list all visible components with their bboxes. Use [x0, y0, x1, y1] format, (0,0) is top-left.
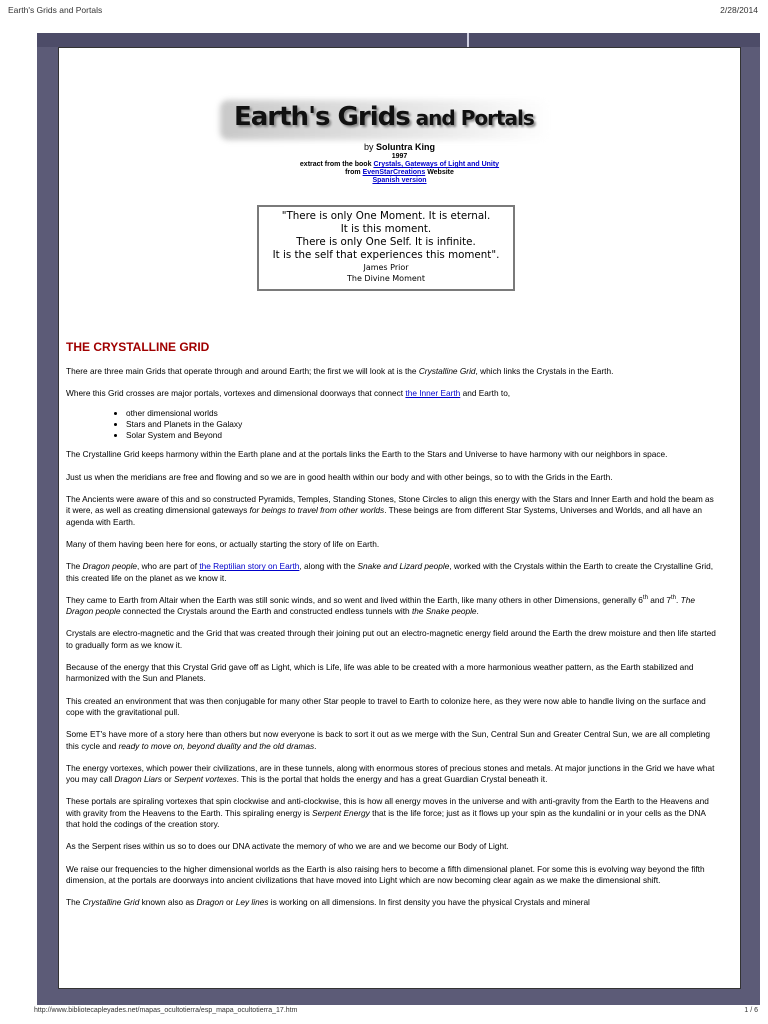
byline — [59, 142, 740, 153]
paragraph: Some ET's have more of a story here than others but now everyone is back to sort it out as we merge with the Sun, Central Sun and Greater Central Sun, we are all completing this cycle and ready to move on, beyond duality and the old dramas. — [66, 729, 710, 751]
footer-url: http://www.bibliotecapleyades.net/mapas_ocultotierra/esp_mapa_ocultotierra_17.htm — [34, 1007, 298, 1014]
logo-main-text: Earth's Grids — [234, 102, 410, 132]
section-title: THE CRYSTALLINE GRID — [66, 340, 210, 354]
paragraph: Just us when the meridians are free and flowing and so we are in good health within our body and with other beings, so to with the Grids in the Earth. — [66, 471, 613, 482]
quote-line: "There is only One Moment. It is eternal. — [281, 210, 491, 222]
paragraph: The Crystalline Grid keeps harmony within the Earth plane and at the portals links the Earth to the Stars and Universe to have harmony with our neighbors in space. — [66, 449, 668, 460]
logo-small-text: and Portals — [409, 106, 534, 130]
bullet-list — [66, 408, 716, 442]
paragraph: As the Serpent rises within us so to does our DNA activate the memory of who we are and we become our Body of Light. — [66, 841, 509, 852]
article-body — [66, 366, 716, 920]
book-link[interactable]: Crystals, Gateways of Light and Unity — [373, 161, 500, 168]
list-item: • other dimensional worlds — [126, 408, 716, 419]
publication-year: 1997 — [391, 153, 408, 160]
by-label: by — [363, 142, 374, 152]
spanish-version-link[interactable]: Spanish version — [372, 177, 427, 184]
quote-line: It is the self that experiences this moment". — [272, 249, 500, 261]
print-header — [0, 0, 768, 20]
quote-line: It is this moment. — [340, 223, 432, 235]
inner-earth-link[interactable]: the Inner Earth — [405, 388, 461, 399]
paragraph: The Crystalline Grid known also as Dragon or Ley lines is working on all dimensions. In first density you have the physical Crystals and mineral — [66, 897, 590, 908]
paragraph: Where this Grid crosses are major portals, vortexes and dimensional doorways that connect the Inner Earth and Earth to, — [66, 388, 511, 399]
quote-line: There is only One Self. It is infinite. — [296, 236, 476, 248]
header-date: 2/28/2014 — [720, 5, 758, 15]
header-title: Earth's Grids and Portals — [8, 5, 103, 15]
paragraph: The Ancients were aware of this and so constructed Pyramids, Temples, Standing Stones, Stone Circles to align this energy with the Stars and Inner Earth and hold the beam as it were, as well as creating dimensional gateways for beings to travel from other worlds. These beings are from different Star Systems, Universes and Worlds, and all have an agenda with Earth. — [66, 494, 714, 527]
paragraph: Crystals are electro-magnetic and the Grid that was created through their joining put out an electro-magnetic energy field around the Earth the drew moisture and then life started to gradually form as we know it. — [66, 628, 716, 650]
list-item: • Stars and Planets in the Galaxy — [126, 419, 716, 430]
strip-divider — [467, 33, 469, 47]
content-page — [58, 47, 741, 989]
title-logo — [234, 94, 564, 144]
paragraph: Because of the energy that this Crystal Grid gave off as Light, which is Life, life was able to be created with a more harmonious weather pattern, as the Earth stabilized and harmonized with the Sun and Planets. — [66, 662, 694, 684]
paragraph: There are three main Grids that operate through and around Earth; the first we will look at is the Crystalline Grid, which links the Crystals in the Earth. — [66, 366, 614, 376]
paragraph: We raise our frequencies to the higher dimensional worlds as the Earth is also raising hers to become a fifth dimensional planet. For some this is evolving way beyond the fifth dimension, at the portals are doorways into ancient civilizations that have moved into Light which are now becoming clear again as we make the dimensional shift. — [66, 863, 705, 885]
quote-source: The Divine Moment — [346, 274, 425, 283]
author-name: Soluntra King — [376, 142, 436, 152]
extract-label: extract from the book — [299, 161, 372, 168]
paragraph: Many of them having been here for eons, or actually starting the story of life on Earth. — [66, 538, 380, 549]
from-label: from — [345, 169, 361, 176]
paragraph: The energy vortexes, which power their civilizations, are in these tunnels, along with enormous stores of precious stones and metals. At major junctions in the Grid we have what you may call Dragon Liars or Serpent vortexes. This is the portal that holds the energy and has a great Guardian Crystal beneath it. — [66, 762, 715, 785]
reptilian-story-link[interactable]: the Reptilian story on Earth — [199, 561, 300, 572]
paragraph: They came to Earth from Altair when the Earth was still sonic winds, and so went and lived within the Earth, like many others in other Dimensions, generally 6th and 7th. The Dragon people connected the Crystals around the Earth and constructed endless tunnels with the Snake people. — [66, 594, 695, 617]
spanish-line — [59, 177, 740, 186]
paragraph: The Dragon people, who are part of the Reptilian story on Earth, along with the Snake and Lizard people, worked with the Crystals within the Earth to create the Crystalline Grid, this created life on the planet as we know it. — [66, 561, 714, 583]
frame-top-strip — [37, 33, 760, 47]
paragraph: This created an environment that was then conjugable for many other Star people to travel to Earth to colonize here, as they were now able to handle living on the surface and cope with the gravitational pull. — [66, 695, 706, 717]
page-number: 1 / 6 — [744, 1007, 758, 1014]
quote-author: James Prior — [363, 263, 409, 272]
list-item: • Solar System and Beyond — [126, 430, 716, 441]
quote-box — [257, 205, 515, 291]
paragraph: These portals are spiraling vortexes that spin clockwise and anti-clockwise, this is how all energy moves in the universe and with anti-gravity from the Earth to the Heavens and with gravity from the Heavens to the Earth. This spiraling energy is Serpent Energy that is the life force; just as it flows up your spin as the kundalini or in your cells as the DNA that hold the codings of the creation story. — [66, 796, 709, 830]
site-link[interactable]: EvenStarCreations — [362, 169, 426, 176]
print-footer — [0, 1007, 768, 1024]
website-label: Website — [427, 169, 454, 176]
